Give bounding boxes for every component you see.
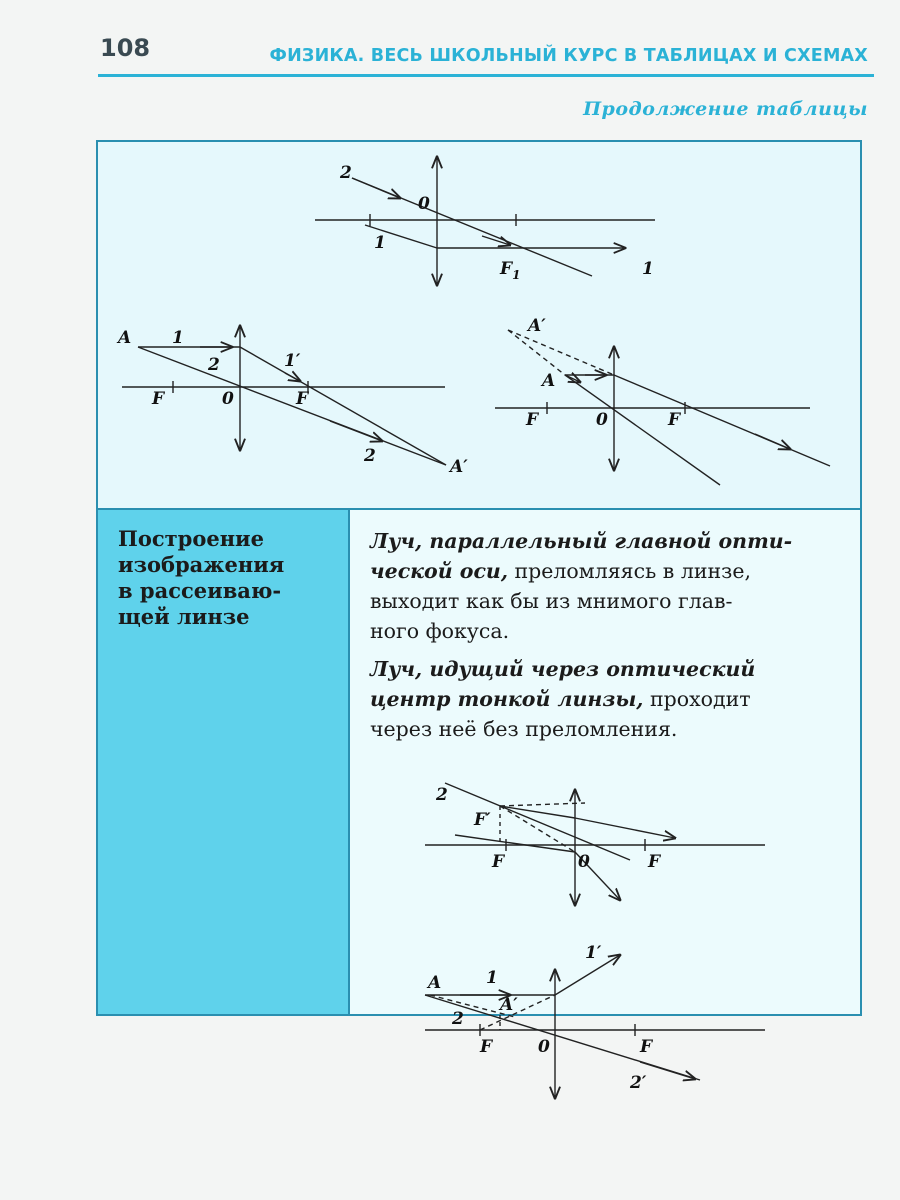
label-point-a: A <box>428 973 442 993</box>
label-focus-right: F <box>668 410 681 430</box>
label-focus-left: F <box>492 852 505 872</box>
section-title-line: Построение <box>118 526 264 551</box>
rule-text: выходит как бы из мнимого глав- <box>370 589 733 613</box>
label-ray-2: 2 <box>452 1009 464 1029</box>
book-title: ФИЗИКА. ВЕСЬ ШКОЛЬНЫЙ КУРС В ТАБЛИЦАХ И СХЕМАХ <box>269 46 868 66</box>
label-ray-2-prime: 2′ <box>630 1073 647 1093</box>
continuation-label: Продолжение таблицы <box>583 98 868 120</box>
label-center: 0 <box>538 1037 550 1057</box>
label-ray-2: 2 <box>436 785 448 805</box>
label-point-a: A <box>118 328 132 348</box>
section-title-line: щей линзе <box>118 604 250 629</box>
rule-emphasis: ческой оси, <box>370 559 508 583</box>
label-focus-left: F <box>526 410 539 430</box>
label-focus-right: F <box>648 852 661 872</box>
label-virtual-focus: F′ <box>474 810 491 830</box>
rule-emphasis: Луч, идущий через оптический <box>370 657 756 681</box>
rule-emphasis: центр тонкой линзы, <box>370 687 644 711</box>
label-ray-1-prime: 1′ <box>284 351 301 371</box>
diagram-converging-lens-2 <box>122 326 446 465</box>
rule-text: ного фокуса. <box>370 619 510 643</box>
label-center: 0 <box>578 852 590 872</box>
label-focus-left: F <box>480 1037 493 1057</box>
label-image-a-prime: A′ <box>450 457 468 477</box>
label-focus-right: F <box>640 1037 653 1057</box>
rule-text: проходит <box>643 687 751 711</box>
label-ray-1: 1 <box>486 968 498 988</box>
diagram-converging-lens-3 <box>495 330 830 485</box>
label-focus-left: F <box>152 389 165 409</box>
label-center: 0 <box>222 389 234 409</box>
label-image-a-prime: A′ <box>528 316 546 336</box>
label-point-a: A <box>542 371 556 391</box>
diagram-converging-lens-1 <box>315 157 655 285</box>
label-ray-1: 1 <box>172 328 184 348</box>
label-focus-index: 1 <box>512 268 521 282</box>
rule-text: преломляясь в линзе, <box>507 559 751 583</box>
label-image-a-prime: A′ <box>500 995 518 1015</box>
label-ray-2-out: 2 <box>364 446 376 466</box>
label-center: 0 <box>418 194 430 214</box>
rule-text: через неё без преломления. <box>370 717 678 741</box>
section-title-line: в рассеиваю- <box>118 578 282 603</box>
label-focus-letter: F <box>500 259 513 279</box>
diagram-diverging-lens-1 <box>425 783 765 905</box>
label-ray-2: 2 <box>208 355 220 375</box>
section-title-line: изображения <box>118 552 285 577</box>
label-focus-right: F <box>296 389 309 409</box>
label-center: 0 <box>596 410 608 430</box>
label-ray-1-prime: 1′ <box>585 943 602 963</box>
label-ray-1-out: 1 <box>642 259 654 279</box>
label-ray-1: 1 <box>374 233 386 253</box>
rule-emphasis: Луч, параллельный главной опти- <box>370 529 793 553</box>
page-number: 108 <box>100 34 151 62</box>
label-ray-2: 2 <box>340 163 352 183</box>
label-focus <box>499 259 520 282</box>
diagram-diverging-lens-2 <box>425 955 765 1098</box>
